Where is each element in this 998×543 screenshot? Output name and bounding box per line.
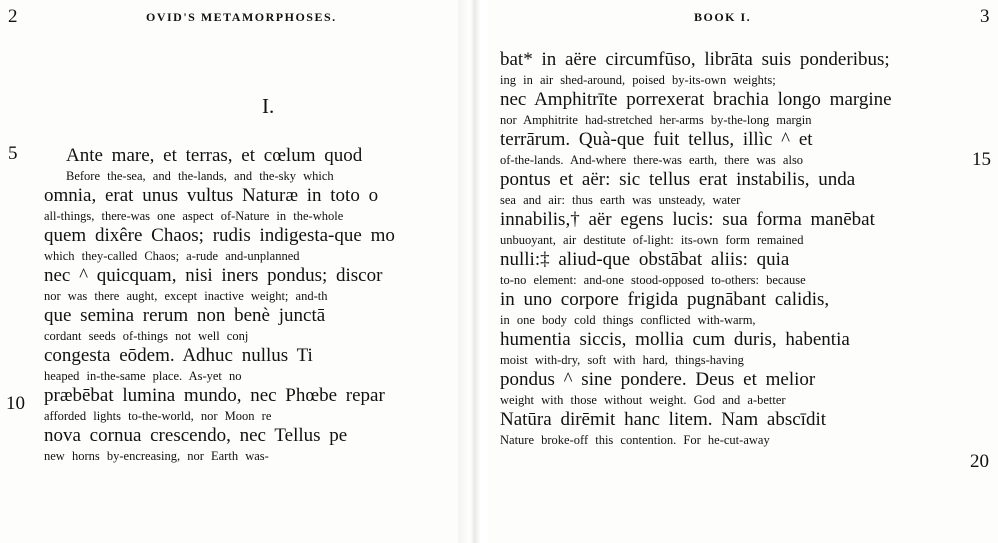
latin-line: humentia siccis, mollia cum duris, habentia — [500, 329, 850, 350]
latin-line: omnia, erat unus vultus Naturæ in toto o — [44, 185, 379, 206]
line-marker-5: 5 — [8, 143, 18, 164]
english-line: in one body cold things conflicted with-warm, — [500, 313, 756, 327]
right-text-block — [500, 48, 892, 448]
latin-line: præbēbat lumina mundo, nec Phœbe repar — [44, 385, 385, 406]
latin-line: pontus et aër: sic tellus erat instabilis, unda — [500, 169, 856, 190]
english-line: ing in air shed-around, poised by-its-own weights; — [500, 73, 776, 87]
right-running-header: BOOK I. — [694, 10, 752, 24]
english-line: moist with-dry, soft with hard, things-having — [500, 353, 744, 367]
latin-line: que semina rerum non benè junctā — [44, 305, 326, 326]
latin-line: nulli:‡ aliud-que obstābat aliis: quia — [500, 249, 790, 270]
english-line: nor Amphitrite had-stretched her-arms by-the-long margin — [500, 113, 812, 127]
english-line: heaped in-the-same place. As-yet no — [44, 369, 242, 383]
latin-line: nec ^ quicquam, nisi iners pondus; discor — [44, 265, 383, 286]
left-running-header: OVID'S METAMORPHOSES. — [146, 10, 337, 24]
latin-line: in uno corpore frigida pugnābant calidis, — [500, 289, 830, 310]
english-line: unbuoyant, air destitute of-light: its-own form remained — [500, 233, 804, 247]
english-line: all-things, there-was one aspect of-Nature in the-whole — [44, 209, 344, 223]
latin-line: bat* in aëre circumfūso, librāta suis ponderibus; — [500, 49, 890, 70]
english-line: sea and air: thus earth was unsteady, water — [500, 193, 741, 207]
english-line: to-no element: and-one stood-opposed to-others: because — [500, 273, 806, 287]
latin-line: Natūra dirēmit hanc litem. Nam abscīdit — [500, 409, 827, 430]
english-line: nor was there aught, except inactive weight; and-th — [44, 289, 328, 303]
right-page — [488, 0, 998, 543]
left-text-block — [44, 144, 395, 464]
english-line: cordant seeds of-things not well conj — [44, 329, 249, 343]
latin-line: nec Amphitrīte porrexerat brachia longo margine — [500, 89, 892, 110]
latin-line: Ante mare, et terras, et cœlum quod — [66, 145, 363, 166]
latin-line: innabilis,† aër egens lucis: sua forma manēbat — [500, 209, 875, 230]
latin-line: nova cornua crescendo, nec Tellus pe — [44, 425, 348, 446]
latin-line: terrārum. Quà-que fuit tellus, illìc ^ et — [500, 129, 813, 150]
line-marker-10: 10 — [6, 393, 25, 414]
english-line: new horns by-encreasing, nor Earth was- — [44, 449, 269, 463]
latin-line: pondus ^ sine pondere. Deus et melior — [500, 369, 816, 390]
english-line: afforded lights to-the-world, nor Moon re — [44, 409, 272, 423]
latin-line: congesta eōdem. Adhuc nullus Ti — [44, 345, 313, 366]
english-line: weight with those without weight. God and a-better — [500, 393, 786, 407]
left-page-number: 2 — [8, 6, 18, 27]
line-marker-20: 20 — [970, 451, 989, 472]
latin-line: quem dixêre Chaos; rudis indigesta-que mo — [44, 225, 395, 246]
book-gutter — [458, 0, 488, 543]
left-page — [0, 0, 458, 543]
right-page-number: 3 — [980, 6, 990, 27]
english-line: Nature broke-off this contention. For he-cut-away — [500, 433, 770, 447]
english-line: of-the-lands. And-where there-was earth, there was also — [500, 153, 804, 167]
english-line: Before the-sea, and the-lands, and the-sky which — [66, 169, 334, 183]
line-marker-15: 15 — [972, 149, 991, 170]
chapter-heading: I. — [262, 94, 275, 118]
english-line: which they-called Chaos; a-rude and-unplanned — [44, 249, 300, 263]
